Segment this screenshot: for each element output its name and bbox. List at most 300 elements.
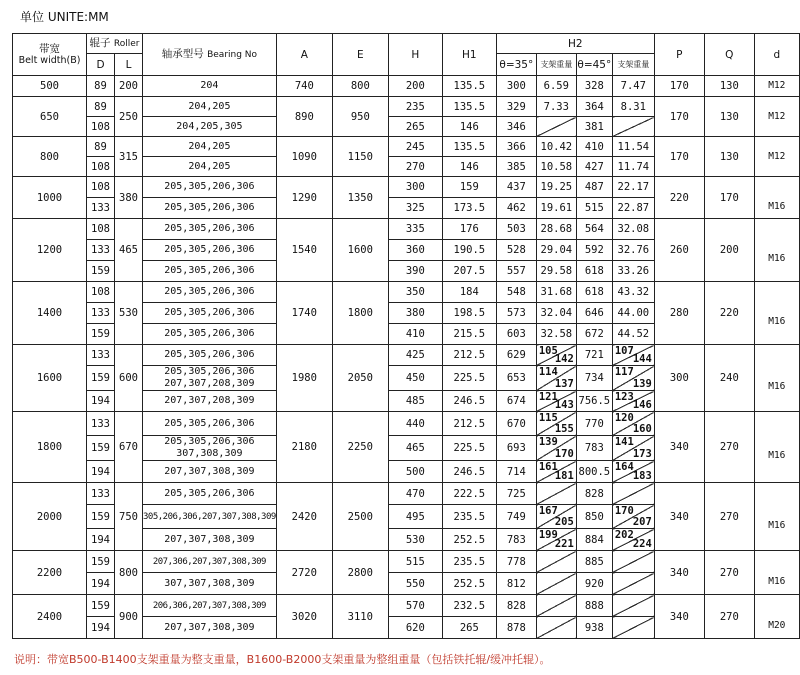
table-row <box>13 282 800 303</box>
p-cell: 170 <box>654 137 704 177</box>
bearing-line: 207,306,207,307,308,309 <box>152 556 266 567</box>
weight-35-cell: 28.68 <box>536 219 576 240</box>
h2-35-cell: 749 <box>496 505 536 529</box>
q-cell: 240 <box>704 345 754 412</box>
q-cell: 200 <box>704 219 754 282</box>
h2-35-cell: 329 <box>496 97 536 117</box>
weight-35-cell-empty <box>536 617 576 639</box>
bearing-cell <box>143 261 277 282</box>
belt-width-cell: 800 <box>13 137 87 177</box>
weight-fraction <box>537 505 576 528</box>
weight-35-cell-empty <box>536 483 576 505</box>
weight-45-cell: 43.32 <box>612 282 654 303</box>
bearing-cell <box>143 529 277 551</box>
belt-width-cell: 500 <box>13 76 87 97</box>
weight-35-cell: 31.68 <box>536 282 576 303</box>
bearing-cell <box>143 219 277 240</box>
weight-min: 161 <box>538 461 558 473</box>
roller-d-cell: 133 <box>87 345 115 366</box>
h2-45-cell: 783 <box>576 436 612 461</box>
weight-max: 207 <box>632 516 652 528</box>
header-bearing <box>143 34 277 76</box>
header-weight-35: 支架重量 <box>536 54 576 76</box>
weight-fraction <box>537 391 576 411</box>
h-cell: 425 <box>388 345 442 366</box>
table-row <box>13 177 800 198</box>
a-cell: 2420 <box>276 483 332 551</box>
h2-35-cell: 300 <box>496 76 536 97</box>
h1-cell: 176 <box>442 219 496 240</box>
bearing-line: 205,305,206,306 <box>164 286 255 297</box>
q-cell: 270 <box>704 483 754 551</box>
bearing-line: 205,305,206,306 <box>164 349 255 360</box>
h1-cell: 146 <box>442 117 496 137</box>
roller-l-cell: 600 <box>115 345 143 412</box>
weight-45-cell <box>612 366 654 391</box>
weight-35-cell-empty <box>536 551 576 573</box>
h1-cell: 184 <box>442 282 496 303</box>
bearing-line: 205,305,206,306 <box>164 307 255 318</box>
h2-35-cell: 674 <box>496 391 536 412</box>
q-cell: 130 <box>704 97 754 137</box>
p-cell: 340 <box>654 551 704 595</box>
header-belt-width <box>13 34 87 76</box>
header-bearing-en: Bearing No <box>207 50 258 60</box>
h-cell: 265 <box>388 117 442 137</box>
bearing-line: 205,305,206,306 <box>164 366 255 377</box>
h1-cell: 212.5 <box>442 345 496 366</box>
bolt-cell: M16 <box>754 177 799 219</box>
bearing-line: 204,205 <box>188 140 231 152</box>
roller-d-cell: 89 <box>87 137 115 157</box>
weight-35-cell: 10.42 <box>536 137 576 157</box>
weight-45-cell-empty <box>612 483 654 505</box>
e-cell: 2800 <box>332 551 388 595</box>
h1-cell: 173.5 <box>442 198 496 219</box>
roller-d-cell: 159 <box>87 595 115 617</box>
p-cell: 260 <box>654 219 704 282</box>
bearing-line: 207,307,308,309 <box>164 533 255 545</box>
h-cell: 410 <box>388 324 442 345</box>
bearing-cell <box>143 345 277 366</box>
roller-l-cell: 250 <box>115 97 143 137</box>
h-cell: 325 <box>388 198 442 219</box>
weight-fraction <box>537 412 576 435</box>
h2-45-cell: 828 <box>576 483 612 505</box>
weight-35-cell <box>536 366 576 391</box>
e-cell: 2050 <box>332 345 388 412</box>
a-cell: 2720 <box>276 551 332 595</box>
h-cell: 350 <box>388 282 442 303</box>
bolt-cell: M12 <box>754 97 799 137</box>
h1-cell: 252.5 <box>442 573 496 595</box>
p-cell: 220 <box>654 177 704 219</box>
h2-45-cell: 734 <box>576 366 612 391</box>
h2-35-cell: 346 <box>496 117 536 137</box>
belt-width-cell: 2400 <box>13 595 87 639</box>
a-cell: 1740 <box>276 282 332 345</box>
weight-45-cell: 8.31 <box>612 97 654 117</box>
h2-35-cell: 828 <box>496 595 536 617</box>
p-cell: 340 <box>654 412 704 483</box>
bearing-line: 205,305,206,306 <box>164 181 255 192</box>
h-cell: 515 <box>388 551 442 573</box>
h-cell: 470 <box>388 483 442 505</box>
bearing-line: 204,205,305 <box>176 120 243 132</box>
h1-cell: 246.5 <box>442 391 496 412</box>
roller-l-cell: 750 <box>115 483 143 551</box>
h-cell: 500 <box>388 461 442 483</box>
h-cell: 550 <box>388 573 442 595</box>
roller-l-cell: 200 <box>115 76 143 97</box>
weight-min: 117 <box>614 366 634 378</box>
a-cell: 740 <box>276 76 332 97</box>
bearing-line: 205,305,206,306 <box>164 328 255 339</box>
bearing-cell <box>143 573 277 595</box>
h2-35-cell: 462 <box>496 198 536 219</box>
weight-45-cell: 22.17 <box>612 177 654 198</box>
roller-d-cell: 194 <box>87 391 115 412</box>
spec-table-body <box>13 34 800 639</box>
h2-45-cell: 427 <box>576 157 612 177</box>
weight-max: 142 <box>554 353 574 365</box>
weight-min: 105 <box>538 345 558 357</box>
footnote: 说明：带宽B500-B1400支架重量为整支重量，B1600-B2000支架重量为整组重量（包括铁托辊/缓冲托辊）。 <box>14 653 551 666</box>
weight-45-cell <box>612 345 654 366</box>
weight-min: 115 <box>538 412 558 424</box>
h2-45-cell: 800.5 <box>576 461 612 483</box>
roller-d-cell: 159 <box>87 324 115 345</box>
bolt-cell: M16 <box>754 219 799 282</box>
h-cell: 200 <box>388 76 442 97</box>
header-roller-l: L <box>115 54 143 76</box>
h1-cell: 212.5 <box>442 412 496 436</box>
h-cell: 570 <box>388 595 442 617</box>
weight-45-cell-empty <box>612 573 654 595</box>
roller-d-cell: 133 <box>87 240 115 261</box>
bearing-line: 207,307,208,309 <box>164 395 255 406</box>
a-cell: 2180 <box>276 412 332 483</box>
h1-cell: 225.5 <box>442 366 496 391</box>
h2-35-cell: 437 <box>496 177 536 198</box>
h1-cell: 146 <box>442 157 496 177</box>
roller-l-cell: 465 <box>115 219 143 282</box>
h2-35-cell: 548 <box>496 282 536 303</box>
h-cell: 390 <box>388 261 442 282</box>
h-cell: 235 <box>388 97 442 117</box>
weight-45-cell-empty <box>612 595 654 617</box>
e-cell: 1800 <box>332 282 388 345</box>
roller-d-cell: 159 <box>87 261 115 282</box>
bearing-line: 205,305,206,306 <box>164 436 255 447</box>
roller-d-cell: 194 <box>87 529 115 551</box>
h2-35-cell: 503 <box>496 219 536 240</box>
weight-35-cell <box>536 345 576 366</box>
weight-35-cell-empty <box>536 595 576 617</box>
bearing-cell <box>143 303 277 324</box>
weight-fraction <box>613 366 654 390</box>
roller-d-cell: 108 <box>87 157 115 177</box>
weight-35-cell: 32.04 <box>536 303 576 324</box>
belt-width-cell: 2200 <box>13 551 87 595</box>
weight-45-cell-empty <box>612 617 654 639</box>
roller-l-cell: 800 <box>115 551 143 595</box>
roller-d-cell: 133 <box>87 198 115 219</box>
weight-max: 181 <box>554 470 574 482</box>
h1-cell: 135.5 <box>442 137 496 157</box>
roller-l-cell: 900 <box>115 595 143 639</box>
table-row <box>13 219 800 240</box>
weight-max: 155 <box>554 423 574 435</box>
h1-cell: 135.5 <box>442 97 496 117</box>
weight-min: 170 <box>614 505 634 517</box>
p-cell: 300 <box>654 345 704 412</box>
h2-45-cell: 646 <box>576 303 612 324</box>
weight-min: 164 <box>614 461 634 473</box>
weight-45-cell: 11.74 <box>612 157 654 177</box>
h-cell: 440 <box>388 412 442 436</box>
bearing-cell <box>143 198 277 219</box>
h2-35-cell: 366 <box>496 137 536 157</box>
q-cell: 130 <box>704 137 754 177</box>
h2-45-cell: 592 <box>576 240 612 261</box>
weight-35-cell <box>536 412 576 436</box>
h2-45-cell: 381 <box>576 117 612 137</box>
weight-fraction <box>613 345 654 365</box>
h1-cell: 159 <box>442 177 496 198</box>
weight-fraction <box>613 412 654 435</box>
weight-max: 139 <box>632 378 652 390</box>
weight-min: 123 <box>614 391 634 403</box>
bearing-line: 207,307,208,309 <box>164 378 255 389</box>
table-row <box>13 76 800 97</box>
h-cell: 620 <box>388 617 442 639</box>
bearing-cell <box>143 117 277 137</box>
weight-min: 167 <box>538 505 558 517</box>
h2-35-cell: 557 <box>496 261 536 282</box>
h2-35-cell: 385 <box>496 157 536 177</box>
bearing-line: 207,307,308,309 <box>164 621 255 633</box>
bolt-cell: M16 <box>754 282 799 345</box>
table-row <box>13 595 800 617</box>
weight-fraction <box>613 436 654 460</box>
header-d-bolt: d <box>754 34 799 76</box>
h-cell: 335 <box>388 219 442 240</box>
h2-45-cell: 487 <box>576 177 612 198</box>
h2-45-cell: 885 <box>576 551 612 573</box>
belt-width-cell: 1200 <box>13 219 87 282</box>
bearing-line: 205,305,206,306 <box>164 265 255 276</box>
h2-45-cell: 884 <box>576 529 612 551</box>
h1-cell: 225.5 <box>442 436 496 461</box>
h2-35-cell: 693 <box>496 436 536 461</box>
e-cell: 3110 <box>332 595 388 639</box>
a-cell: 1090 <box>276 137 332 177</box>
p-cell: 280 <box>654 282 704 345</box>
bearing-line: 205,305,206,306 <box>164 244 255 255</box>
header-roller-d: D <box>87 54 115 76</box>
weight-35-cell: 29.04 <box>536 240 576 261</box>
roller-d-cell: 108 <box>87 177 115 198</box>
weight-45-cell: 11.54 <box>612 137 654 157</box>
table-row <box>13 345 800 366</box>
h2-35-cell: 573 <box>496 303 536 324</box>
bolt-cell: M20 <box>754 595 799 639</box>
roller-l-cell: 530 <box>115 282 143 345</box>
weight-45-cell: 32.76 <box>612 240 654 261</box>
weight-fraction <box>613 529 654 550</box>
weight-min: 199 <box>538 529 558 541</box>
bearing-cell <box>143 617 277 639</box>
roller-d-cell: 194 <box>87 573 115 595</box>
h2-45-cell: 364 <box>576 97 612 117</box>
roller-d-cell: 159 <box>87 436 115 461</box>
weight-45-cell: 7.47 <box>612 76 654 97</box>
h-cell: 245 <box>388 137 442 157</box>
header-angle-45: θ=45° <box>576 54 612 76</box>
h2-45-cell: 410 <box>576 137 612 157</box>
h2-35-cell: 670 <box>496 412 536 436</box>
h2-45-cell: 756.5 <box>576 391 612 412</box>
roller-d-cell: 159 <box>87 551 115 573</box>
h-cell: 380 <box>388 303 442 324</box>
h2-35-cell: 812 <box>496 573 536 595</box>
belt-width-cell: 1400 <box>13 282 87 345</box>
h-cell: 495 <box>388 505 442 529</box>
weight-35-cell <box>536 529 576 551</box>
h2-45-cell: 888 <box>576 595 612 617</box>
roller-d-cell: 133 <box>87 412 115 436</box>
h2-35-cell: 878 <box>496 617 536 639</box>
header-h2: H2 <box>496 34 654 54</box>
bearing-cell <box>143 461 277 483</box>
bearing-line: 205,305,206,306 <box>164 487 255 499</box>
h2-35-cell: 653 <box>496 366 536 391</box>
weight-min: 202 <box>614 529 634 541</box>
a-cell: 1980 <box>276 345 332 412</box>
p-cell: 340 <box>654 595 704 639</box>
h2-45-cell: 938 <box>576 617 612 639</box>
header-belt-en: Belt width(B) <box>18 54 81 66</box>
h2-35-cell: 714 <box>496 461 536 483</box>
q-cell: 130 <box>704 76 754 97</box>
weight-fraction <box>537 461 576 482</box>
weight-35-cell <box>536 391 576 412</box>
bearing-line: 204 <box>200 80 219 91</box>
belt-width-cell: 1600 <box>13 345 87 412</box>
spec-table <box>12 33 800 639</box>
header-angle-35: θ=35° <box>496 54 536 76</box>
e-cell: 950 <box>332 97 388 137</box>
bearing-line: 207,307,308,309 <box>164 465 255 477</box>
weight-max: 224 <box>632 538 652 550</box>
q-cell: 270 <box>704 551 754 595</box>
h1-cell: 215.5 <box>442 324 496 345</box>
h2-35-cell: 629 <box>496 345 536 366</box>
h-cell: 450 <box>388 366 442 391</box>
header-roller-cn: 辊子 <box>89 37 111 49</box>
bearing-cell <box>143 505 277 529</box>
h1-cell: 222.5 <box>442 483 496 505</box>
h1-cell: 235.5 <box>442 505 496 529</box>
bearing-cell <box>143 324 277 345</box>
weight-max: 221 <box>554 538 574 550</box>
weight-fraction <box>537 529 576 550</box>
weight-35-cell <box>536 436 576 461</box>
weight-min: 107 <box>614 345 634 357</box>
weight-fraction <box>537 345 576 365</box>
a-cell: 890 <box>276 97 332 137</box>
bearing-cell <box>143 436 277 461</box>
weight-35-cell: 19.61 <box>536 198 576 219</box>
h2-35-cell: 603 <box>496 324 536 345</box>
weight-45-cell <box>612 391 654 412</box>
header-roller <box>87 34 143 54</box>
bearing-cell <box>143 412 277 436</box>
weight-min: 139 <box>538 436 558 448</box>
header-bearing-cn: 轴承型号 <box>161 48 204 60</box>
belt-width-cell: 1800 <box>13 412 87 483</box>
weight-35-cell-empty <box>536 573 576 595</box>
h2-35-cell: 783 <box>496 529 536 551</box>
header-p: P <box>654 34 704 76</box>
h-cell: 530 <box>388 529 442 551</box>
h2-45-cell: 618 <box>576 261 612 282</box>
roller-l-cell: 380 <box>115 177 143 219</box>
h2-45-cell: 328 <box>576 76 612 97</box>
weight-45-cell: 44.00 <box>612 303 654 324</box>
roller-l-cell: 670 <box>115 412 143 483</box>
bearing-cell <box>143 595 277 617</box>
a-cell: 3020 <box>276 595 332 639</box>
bearing-cell <box>143 483 277 505</box>
bolt-cell: M16 <box>754 483 799 551</box>
weight-35-cell: 32.58 <box>536 324 576 345</box>
weight-min: 114 <box>538 366 558 378</box>
weight-45-cell <box>612 529 654 551</box>
table-row <box>13 137 800 157</box>
e-cell: 1150 <box>332 137 388 177</box>
weight-45-cell: 32.08 <box>612 219 654 240</box>
h2-45-cell: 721 <box>576 345 612 366</box>
roller-l-cell: 315 <box>115 137 143 177</box>
h2-45-cell: 770 <box>576 412 612 436</box>
bearing-line: 205,305,206,306 <box>164 417 255 429</box>
e-cell: 1600 <box>332 219 388 282</box>
weight-max: 137 <box>554 378 574 390</box>
bolt-cell: M16 <box>754 551 799 595</box>
weight-35-cell: 6.59 <box>536 76 576 97</box>
roller-d-cell: 133 <box>87 303 115 324</box>
weight-35-cell <box>536 505 576 529</box>
h-cell: 300 <box>388 177 442 198</box>
header-belt-cn: 带宽 <box>39 42 60 55</box>
belt-width-cell: 650 <box>13 97 87 137</box>
h2-45-cell: 618 <box>576 282 612 303</box>
q-cell: 220 <box>704 282 754 345</box>
bolt-cell: M12 <box>754 76 799 97</box>
q-cell: 270 <box>704 595 754 639</box>
bearing-cell <box>143 282 277 303</box>
h2-45-cell: 515 <box>576 198 612 219</box>
weight-max: 183 <box>632 470 652 482</box>
bolt-cell: M12 <box>754 137 799 177</box>
weight-fraction <box>537 366 576 390</box>
roller-d-cell: 194 <box>87 617 115 639</box>
bearing-line: 206,306,207,307,308,309 <box>152 600 266 611</box>
belt-width-cell: 1000 <box>13 177 87 219</box>
header-a: A <box>276 34 332 76</box>
